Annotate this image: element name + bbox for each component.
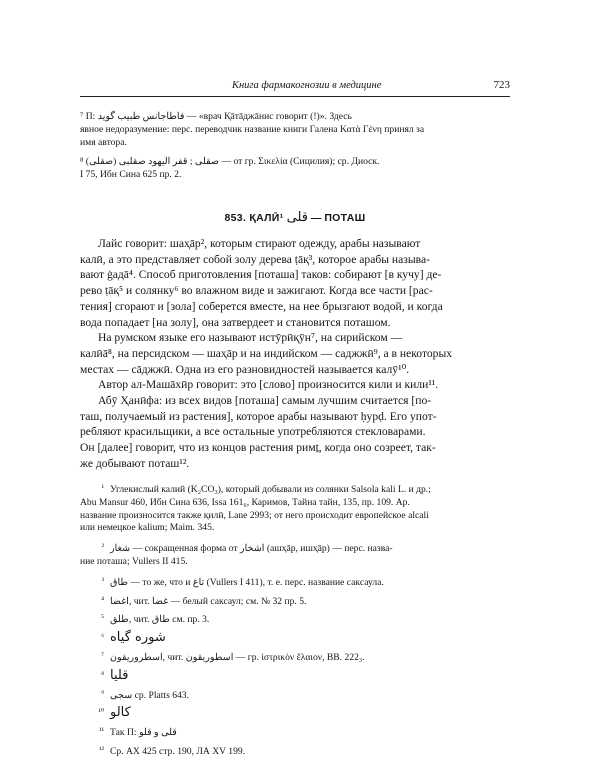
footnote-8-line-1: ⁸ (صقلى) صقلى ; قفر اليهود صقلبى — от гр. Σικελία (Сицилия); ср. Диоск. — [80, 156, 380, 167]
footnote-number: ² — [101, 542, 104, 552]
running-head — [80, 78, 510, 97]
footnote-2-text: شغار — сокращенная форма от اشخار (ашҳāр, ишҳāр) — перс. назва- — [110, 543, 393, 555]
footnote-10-text: كالو — [110, 705, 131, 721]
footnote-7-text: اسطروريقون, чит. اسطوريقون — гр. ἰστρικὸν ἔλαιον, BB. 222₃. — [110, 651, 365, 663]
entry-title: ҚАЛӢ¹ — [249, 212, 284, 224]
footnote-number: ⁸ — [101, 669, 104, 679]
footnote-number: ¹ — [101, 483, 104, 492]
body-line: Он [далее] говорит, что из концов растения римṯ, когда оно созреет, так- — [80, 441, 436, 455]
page-number: 723 — [493, 79, 510, 91]
footnote-number: ⁶ — [101, 632, 104, 642]
running-head-title: Книга фармакогнозии в медицине — [232, 80, 382, 91]
entry-body — [80, 236, 510, 472]
body-line: ребляют красильщики, а все остальные употребляются стекловарами. — [80, 425, 426, 439]
footnote-7-line-1: ⁷ П: فاطاجانس طبيب گويد — «врач Қāтāджāнис говорит (!)». Здесь — [80, 111, 352, 122]
footnote-4-text: اغضا, чит. غضا — белый саксаул; см. № 32 пр. 5. — [110, 595, 307, 607]
footnote-8-line-2: I 75, Ибн Сина 625 пр. 2. — [80, 169, 182, 180]
footnote-number: ¹⁰ — [98, 707, 104, 717]
entry-heading — [80, 210, 510, 225]
footnote-number: ³ — [101, 575, 104, 585]
footnote-1-cont: Abu Mansur 460, Ибн Сина 636, Issa 161₆, Каримов, Тайна тайн, 135, пр. 109. Ар. — [80, 496, 410, 508]
carryover-footnotes — [80, 110, 510, 181]
footnote-3-text: طاق — то же, что и تاغ (Vullers I 411), т. е. перс. название саксаула. — [110, 576, 384, 588]
body-line: калӣ, а это представляет собой золу дерева ṭāқ³, которое арабы называ- — [80, 252, 430, 266]
body-line: тения] сгорают и [зола] соберется вместе, на нее брызгают водой, и когда — [80, 299, 443, 313]
body-line: местах — сāджжӣ. Одна из его разновидностей называется калӯ¹⁰. — [80, 362, 410, 376]
body-line: же добывают поташ¹². — [80, 456, 190, 470]
footnote-1-cont: название произносится также қилӣ, Lane 2993; от него происходит европейское alcali — [80, 509, 429, 521]
footnote-7-line-3: имя автора. — [80, 137, 127, 148]
footnote-number: ⁹ — [101, 688, 104, 698]
footnote-5-text: طلق, чит. طاق см. пр. 3. — [110, 614, 210, 626]
body-line: калӣā⁸, на персидском — шаҳāр и на индийском — саджжӣ⁹, а в некоторых — [80, 346, 453, 360]
body-line: На румском языке его называют истӯрӣқӯн⁷, на сирийском — — [98, 331, 403, 345]
footnote-number: ¹² — [99, 744, 104, 754]
entry-arabic-title: قلى — [286, 210, 308, 225]
footnotes — [80, 482, 510, 759]
entry-number: 853. — [224, 212, 247, 224]
footnote-number: ⁴ — [101, 594, 104, 604]
body-line: вода попадает [на золу], она затвердеет и становится поташом. — [80, 315, 391, 329]
footnote-number: ⁷ — [101, 650, 104, 660]
footnote-1-text: Углекислый калий (K₂CO₃), который добывали из солянки Salsola kali L. и др.; — [110, 484, 431, 495]
body-line: таш, получаемый из растения], которое арабы называют ḥурḍ. Его упот- — [80, 409, 437, 423]
footnote-number: ¹¹ — [99, 726, 104, 736]
footnote-11-text: Так П: قلى و قلو — [110, 727, 177, 739]
footnote-number: ⁵ — [101, 613, 104, 623]
entry-translation: — ПОТАШ — [310, 212, 366, 224]
footnote-9-text: سجى ср. Platts 643. — [110, 689, 189, 701]
footnote-2-cont: ние поташа; Vullers II 415. — [80, 555, 188, 567]
footnote-1-cont: или немецкое kalium; Maim. 345. — [80, 522, 215, 534]
body-line: вают ġадā⁴. Способ приготовления [поташа] таков: собирают [в кучу] де- — [80, 268, 442, 282]
body-line: Абӯ Ҳанӣфа: из всех видов [поташа] самым лучшим считается [по- — [98, 394, 432, 408]
body-line: рево ṭāқ⁵ и солянку⁶ во влажном виде и зажигают. Когда все части [рас- — [80, 284, 433, 298]
footnote-7-line-2: явное недоразумение: перс. переводчик название книги Галена Κατὰ Γένη принял за — [80, 124, 425, 135]
body-line: Автор ал-Машāхӣр говорит: это [слово] произносится кили и кили¹¹. — [98, 378, 439, 392]
footnote-12-text: Ср. АХ 425 стр. 190, ЛА XV 199. — [110, 745, 246, 757]
body-line: Лайс говорит: шаҳāр², которым стирают одежду, арабы называют — [98, 237, 421, 250]
footnote-6-text: شوره گياه — [110, 630, 166, 646]
footnote-8-text: قليا — [110, 667, 129, 683]
